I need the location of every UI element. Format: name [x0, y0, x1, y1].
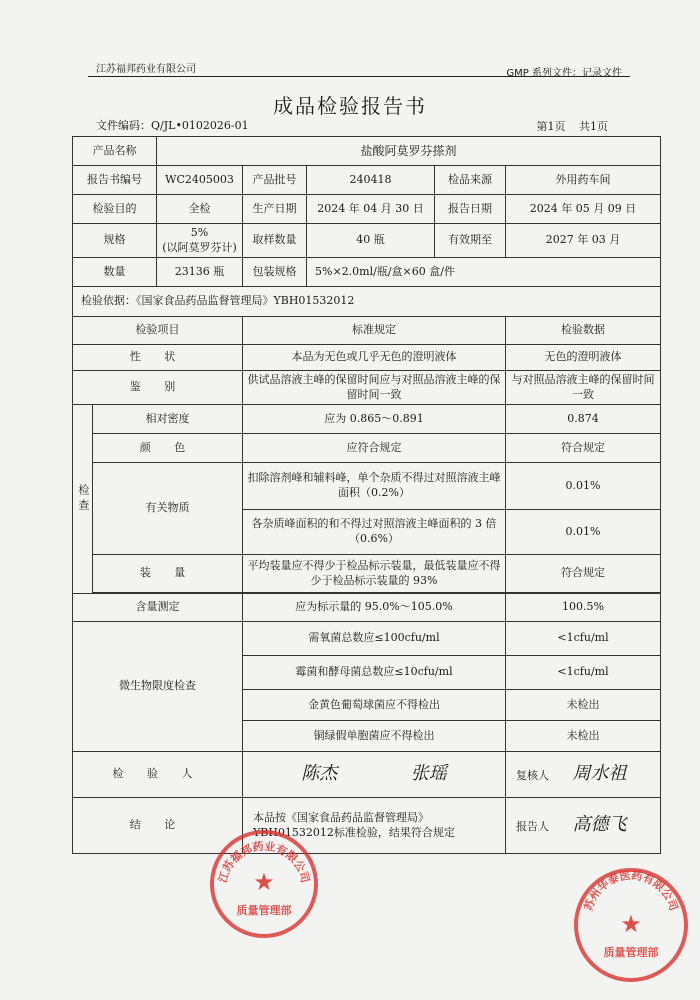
row-conclusion — [73, 798, 661, 854]
fill-res: 符合规定 — [506, 555, 661, 593]
col-item: 检验项目 — [73, 317, 243, 345]
micro-mold-std: 霉菌和酵母菌总数应≤10cfu/ml — [243, 656, 506, 690]
spec-value — [157, 224, 243, 258]
purpose-value: 全检 — [157, 195, 243, 224]
row-fill — [73, 555, 661, 593]
page-number — [527, 118, 609, 134]
company-name: 江苏福邦药业有限公司 — [96, 64, 196, 75]
row-product-name — [73, 137, 661, 166]
row-assay — [73, 594, 661, 622]
spec-label: 规格 — [73, 224, 157, 258]
page-current: 第1页 — [536, 120, 566, 133]
spec-line-2: (以阿莫罗芬计) — [162, 240, 237, 254]
reporter-label: 报告人 — [516, 820, 549, 834]
product-name: 盐酸阿莫罗芬搽剂 — [157, 137, 661, 166]
related-std-1: 扣除溶剂峰和辅料峰，单个杂质不得过对照溶液主峰面积（0.2%） — [243, 463, 506, 510]
batch-label: 产品批号 — [243, 166, 307, 195]
density-label: 相对密度 — [93, 405, 243, 434]
reporter-cell — [506, 798, 661, 854]
related-std-2: 各杂质峰面积的和不得过对照溶液主峰面积的 3 倍（0.6%） — [243, 510, 506, 555]
micro-staph-res: 未检出 — [506, 690, 661, 721]
row-purpose — [73, 195, 661, 224]
micro-staph-std: 金黄色葡萄球菌应不得检出 — [243, 690, 506, 721]
density-std: 应为 0.865～0.891 — [243, 405, 506, 434]
row-inspector — [73, 752, 661, 798]
prod-date: 2024 年 04 月 30 日 — [307, 195, 435, 224]
related-res-1: 0.01% — [506, 463, 661, 510]
micro-label: 微生物限度检查 — [73, 622, 243, 752]
page-total: 共1页 — [579, 120, 608, 133]
row-column-headers — [73, 317, 661, 345]
row-spec — [73, 224, 661, 258]
row-report-no — [73, 166, 661, 195]
conclusion-label: 结 论 — [73, 798, 243, 854]
header-divider — [88, 76, 630, 77]
identify-std: 供试品溶液主峰的保留时间应与对照品溶液主峰的保留时间一致 — [243, 371, 506, 405]
assay-res: 100.5% — [506, 594, 661, 622]
reviewer-signature: 周水祖 — [572, 763, 627, 785]
micro-aerobic-res: <1cfu/ml — [506, 622, 661, 656]
row-density — [73, 405, 661, 434]
seal-right-star: ★ — [620, 910, 642, 938]
qty-label: 数量 — [73, 258, 157, 287]
row-micro-aerobic — [73, 622, 661, 656]
qty-value: 23136 瓶 — [157, 258, 243, 287]
col-standard: 标准规定 — [243, 317, 506, 345]
identify-label: 鉴 别 — [73, 371, 243, 405]
micro-mold-res: <1cfu/ml — [506, 656, 661, 690]
pack-label: 包装规格 — [243, 258, 307, 287]
appearance-label: 性 状 — [73, 345, 243, 371]
row-color — [73, 434, 661, 463]
seal-left-sub: 质量管理部 — [236, 904, 292, 917]
seal-right-text: 苏州华泰医药有限公司 — [581, 868, 681, 913]
source-label: 检品来源 — [435, 166, 506, 195]
gmp-label: GMP 系列文件：记录文件 — [506, 68, 622, 79]
company-seal-right — [572, 866, 690, 984]
inspector-signatures — [243, 752, 506, 798]
report-no-label: 报告书编号 — [73, 166, 157, 195]
report-date-label: 报告日期 — [435, 195, 506, 224]
appearance-std: 本品为无色或几乎无色的澄明液体 — [243, 345, 506, 371]
inspection-basis: 检验依据：《国家食品药品监督管理局》YBH01532012 — [73, 287, 661, 317]
color-label: 颜 色 — [93, 434, 243, 463]
expiry-label: 有效期至 — [435, 224, 506, 258]
col-result: 检验数据 — [506, 317, 661, 345]
assay-label: 含量测定 — [73, 594, 243, 622]
report-no: WC2405003 — [157, 166, 243, 195]
color-res: 符合规定 — [506, 434, 661, 463]
reviewer-label: 复核人 — [516, 769, 549, 783]
prod-date-label: 生产日期 — [243, 195, 307, 224]
inspector-signature-1: 陈杰 — [301, 763, 338, 785]
sample-value: 40 瓶 — [307, 224, 435, 258]
purpose-label: 检验目的 — [73, 195, 157, 224]
inspector-label: 检 验 人 — [73, 752, 243, 798]
check-label: 检查 — [73, 405, 93, 594]
micro-pseudo-std: 铜绿假单胞菌应不得检出 — [243, 721, 506, 752]
color-std: 应符合规定 — [243, 434, 506, 463]
conclusion-text: 本品按《国家食品药品监督管理局》YBH01532012标准检验，结果符合规定 — [243, 798, 506, 854]
spec-line-1: 5% — [190, 225, 209, 239]
product-name-label: 产品名称 — [73, 137, 157, 166]
related-res-2: 0.01% — [506, 510, 661, 555]
svg-text:苏州华泰医药有限公司 — [581, 868, 681, 913]
row-basis — [73, 287, 661, 317]
row-related-1 — [73, 463, 661, 510]
expiry-value: 2027 年 03 月 — [506, 224, 661, 258]
row-identify — [73, 371, 661, 405]
fill-std: 平均装量应不得少于检品标示装量，最低装量应不得少于检品标示装量的 93% — [243, 555, 506, 593]
fill-label: 装 量 — [93, 555, 243, 593]
row-appearance — [73, 345, 661, 371]
inspector-signature-2: 张瑶 — [410, 763, 447, 785]
related-label: 有关物质 — [93, 463, 243, 555]
micro-aerobic-std: 需氧菌总数应≤100cfu/ml — [243, 622, 506, 656]
assay-std: 应为标示量的 95.0%～105.0% — [243, 594, 506, 622]
inspection-table — [72, 136, 661, 854]
identify-res: 与对照品溶液主峰的保留时间一致 — [506, 371, 661, 405]
source-value: 外用药车间 — [506, 166, 661, 195]
batch-value: 240418 — [307, 166, 435, 195]
reporter-signature: 高德飞 — [572, 814, 627, 836]
row-quantity — [73, 258, 661, 287]
seal-right-sub: 质量管理部 — [603, 946, 659, 959]
document-number: 文件编码：Q/JL•0102026-01 — [96, 119, 249, 132]
sample-label: 取样数量 — [243, 224, 307, 258]
reviewer-cell — [506, 752, 661, 798]
pack-value: 5%×2.0ml/瓶/盒×60 盒/件 — [307, 258, 661, 287]
seal-left-star: ★ — [253, 868, 275, 896]
seal-left-text: 江苏福邦药业有限公司 — [216, 839, 312, 885]
density-res: 0.874 — [506, 405, 661, 434]
micro-pseudo-res: 未检出 — [506, 721, 661, 752]
appearance-res: 无色的澄明液体 — [506, 345, 661, 371]
page-title: 成品检验报告书 — [273, 94, 427, 118]
report-date: 2024 年 05 月 09 日 — [506, 195, 661, 224]
